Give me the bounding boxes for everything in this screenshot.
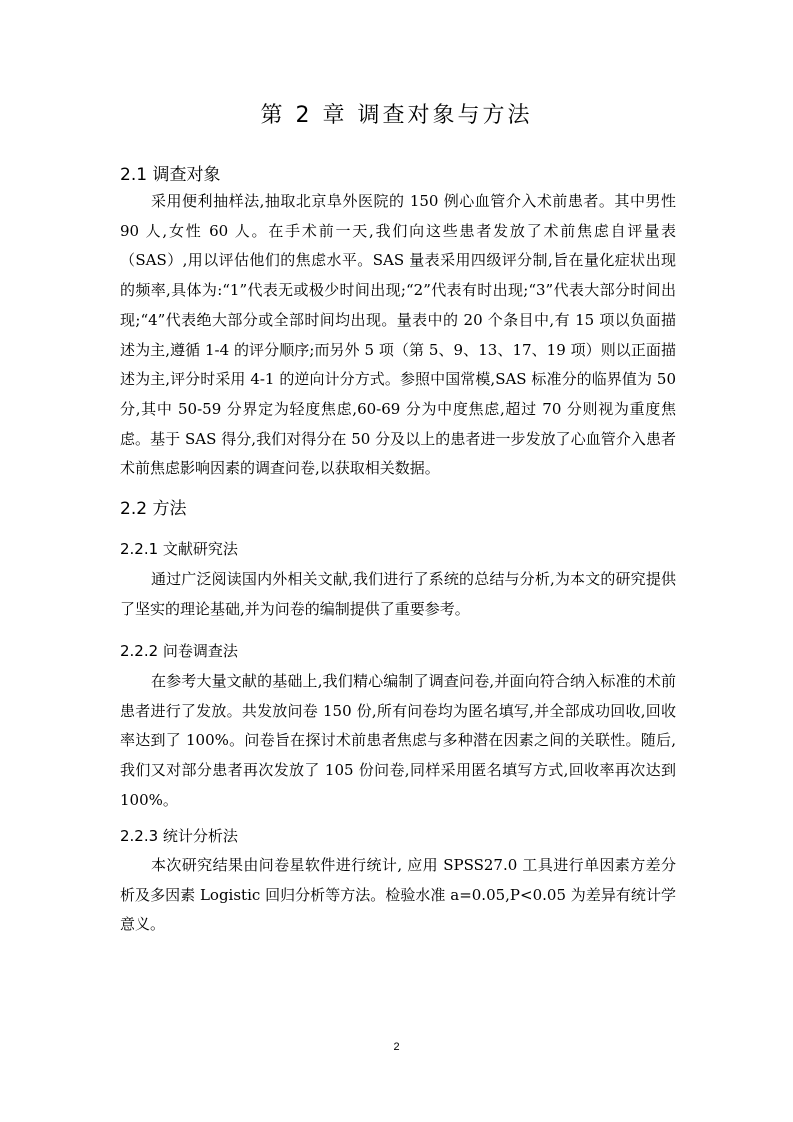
subsection-heading-2-2-3: 2.2.3 统计分析法 [120,827,238,845]
section-heading-2-2: 2.2 方法 [120,499,187,519]
section-2-1-paragraph: 采用便利抽样法,抽取北京阜外医院的 150 例心血管介入术前患者。其中男性 90 人,女性 60 人。在手术前一天,我们向这些患者发放了术前焦虑自评量表（SAS）,用以评估他们的焦虑水平。SAS 量表采用四级评分制,旨在量化症状出现的频率,具体为:“1”代表无或极少时间出现;“2”代表有时出现;“3”代表大部分时间出现;“4”代表绝大部分或全部时间均出现。量表中的 20 个条目中,有 15 项以负面描述为主,遵循 1-4 的评分顺序;而另外 5 项（第 5、9、13、17、19 项）则以正面描述为主,评分时采用 4-1 的逆向计分方式。参照中国常模,SAS 标准分的临界值为 50 分,其中 50-59 分界定为轻度焦虑,60-69 分为中度焦虑,超过 70 分则视为重度焦虑。基于 SAS 得分,我们对得分在 50 分及以上的患者进一步发放了心血管介入患者术前焦虑影响因素的调查问卷,以获取相关数据。 [120,192,676,478]
subsection-2-2-1-paragraph: 通过广泛阅读国内外相关文献,我们进行了系统的总结与分析,为本文的研究提供了坚实的理论基础,并为问卷的编制提供了重要参考。 [120,570,676,618]
subsection-heading-2-2-2: 2.2.2 问卷调查法 [120,642,238,660]
chapter-title: 第 2 章 调查对象与方法 [260,103,533,128]
subsection-2-2-3-paragraph: 本次研究结果由问卷星软件进行统计, 应用 SPSS27.0 工具进行单因素方差分析及多因素 Logistic 回归分析等方法。检验水准 a=0.05,P<0.05 为差异有统计学意义。 [120,856,676,934]
subsection-heading-2-2-1: 2.2.1 文献研究法 [120,540,238,558]
section-heading-2-1: 2.1 调查对象 [120,165,221,185]
page-number: 2 [393,1041,400,1053]
subsection-2-2-2-paragraph: 在参考大量文献的基础上,我们精心编制了调查问卷,并面向符合纳入标准的术前患者进行了发放。共发放问卷 150 份,所有问卷均为匿名填写,并全部成功回收,回收率达到了 100%。问卷旨在探讨术前患者焦虑与多种潜在因素之间的关联性。随后,我们又对部分患者再次发放了 105 份问卷,同样采用匿名填写方式,回收率再次达到 100%。 [120,672,676,809]
